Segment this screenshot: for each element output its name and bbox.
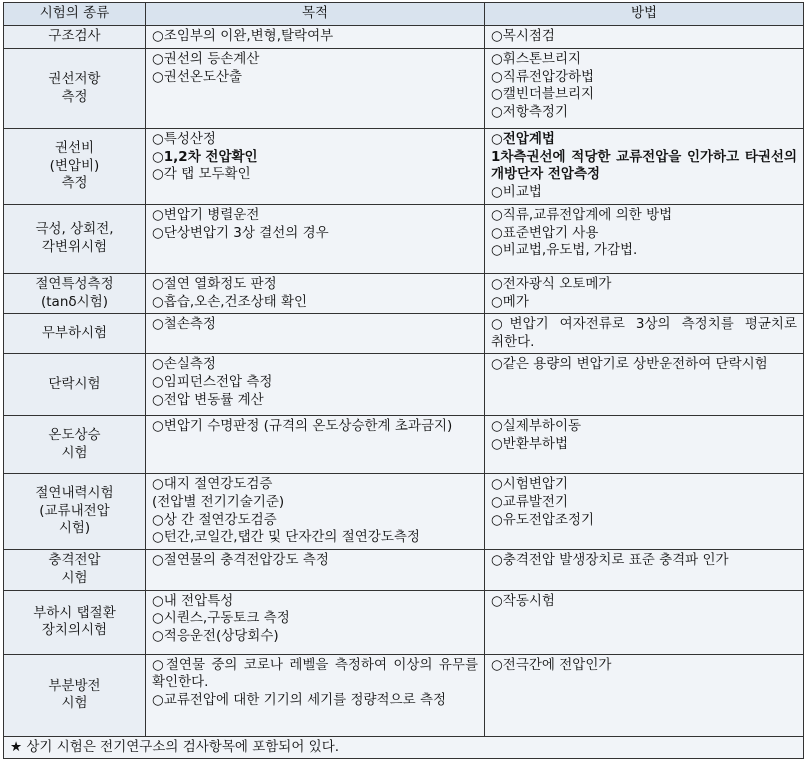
purpose-item: ○철손측정: [152, 316, 216, 333]
purpose-item: ○교류전압에 대한 기기의 세기를 정량적으로 측정: [152, 691, 447, 708]
table-row: [4, 314, 804, 354]
header-purpose: 목적: [146, 3, 485, 26]
test-type-cell: [4, 314, 146, 354]
test-type-cell: [4, 474, 146, 549]
table-row: [4, 474, 804, 549]
purpose-item: ○전압 변동률 계산: [152, 391, 264, 408]
purpose-item: ○절연물의 충격전압강도 측정: [152, 551, 329, 568]
test-type-cell: [4, 205, 146, 274]
purpose-item: ○시퀀스,구동토크 측정: [152, 610, 290, 627]
method-cell: [485, 26, 804, 49]
method-cell: [485, 654, 804, 736]
purpose-cell: [146, 49, 485, 129]
purpose-item: ○권선의 등손계산: [152, 51, 260, 67]
test-type-cell: [4, 129, 146, 205]
purpose-item: ○대지 절연강도검증: [152, 476, 273, 493]
method-item: ○전압계법: [491, 131, 555, 147]
table-row: [4, 654, 804, 736]
test-type-label: 극성, 상회전,: [35, 221, 114, 238]
header-method: 방법: [485, 3, 804, 26]
test-type-label: 측정: [61, 175, 88, 192]
method-cell: [485, 274, 804, 314]
method-item: ○변압기 여자전류로 3상의 측정치를 평균치로 취한다.: [491, 316, 797, 350]
purpose-item: ○단상변압기 3상 결선의 경우: [152, 224, 329, 241]
method-item: ○저항측정기: [491, 103, 568, 120]
method-cell: [485, 590, 804, 654]
test-type-label: 단락시험: [48, 376, 101, 393]
purpose-cell: [146, 205, 485, 274]
table-row: [4, 129, 804, 205]
method-item: ○같은 용량의 변압기로 상반운전하여 단락시험: [491, 356, 768, 373]
method-item: ○메가: [491, 293, 529, 310]
purpose-item: ○손실측정: [152, 356, 216, 373]
method-item: ○충격전압 발생장치로 표준 충격파 인가: [491, 551, 729, 568]
method-cell: [485, 416, 804, 474]
test-type-label: 절연특성측정: [35, 276, 114, 292]
test-type-label: 절연내력시험: [35, 485, 114, 502]
footer-row: [4, 736, 804, 759]
test-type-label: 권선저항: [48, 70, 101, 87]
method-cell: [485, 354, 804, 416]
method-cell: [485, 549, 804, 590]
test-type-label: 무부하시험: [41, 324, 108, 341]
method-item: 1차측권선에 적당한 교류전압을 인가하고 타권선의 개방단자 전압측정: [491, 148, 797, 183]
test-type-cell: [4, 654, 146, 736]
method-cell: [485, 49, 804, 129]
purpose-cell: [146, 314, 485, 354]
table-row: [4, 416, 804, 474]
header-test-type: 시험의 종류: [4, 3, 146, 26]
method-item: ○직류전압강하법: [491, 68, 595, 85]
table-row: [4, 274, 804, 314]
purpose-item: ○절연 열화정도 판정: [152, 276, 277, 292]
table-row: [4, 590, 804, 654]
method-item: ○비교법: [491, 183, 542, 200]
method-item: ○실제부하이동: [491, 418, 582, 435]
test-type-label: 구조검사: [48, 28, 101, 45]
purpose-item: ○턴간,코일간,탭간 및 단자간의 절연강도측정: [152, 529, 420, 546]
method-item: ○전극간에 전압인가: [491, 656, 612, 673]
test-type-cell: [4, 26, 146, 49]
test-type-label: 장치의시험: [41, 622, 108, 639]
test-type-label: 시험): [58, 520, 91, 537]
method-item: ○휘스톤브리지: [491, 51, 582, 67]
footer-note: ★ 상기 시험은 전기연구소의 검사항목에 포함되어 있다.: [4, 736, 804, 759]
test-type-cell: [4, 416, 146, 474]
table-row: [4, 354, 804, 416]
purpose-item: ○적응운전(상당회수): [152, 627, 279, 644]
method-item: ○표준변압기 사용: [491, 224, 599, 241]
test-type-label: 권선비: [54, 140, 95, 157]
purpose-item: ○각 탭 모두확인: [152, 166, 251, 183]
method-item: ○작동시험: [491, 592, 555, 609]
method-item: ○목시점검: [491, 28, 555, 44]
method-item: ○시험변압기: [491, 476, 568, 493]
test-type-label: 각변위시험: [41, 239, 108, 255]
method-item: ○교류발전기: [491, 493, 568, 510]
test-types-table: [3, 2, 804, 759]
test-type-cell: [4, 590, 146, 654]
method-item: ○전자광식 오토메가: [491, 276, 612, 292]
method-cell: [485, 474, 804, 549]
table-row: [4, 205, 804, 274]
purpose-cell: [146, 590, 485, 654]
header-row: [4, 3, 804, 26]
method-cell: [485, 205, 804, 274]
test-type-cell: [4, 274, 146, 314]
table-row: [4, 49, 804, 129]
test-type-label: 측정: [61, 88, 88, 105]
test-type-label: 부하시 탭절환: [33, 604, 116, 621]
method-cell: [485, 314, 804, 354]
method-cell: [485, 129, 804, 205]
purpose-item: ○변압기 병렬운전: [152, 207, 260, 223]
test-type-cell: [4, 49, 146, 129]
test-type-label: 시험: [61, 695, 88, 712]
purpose-cell: [146, 654, 485, 736]
purpose-cell: [146, 549, 485, 590]
purpose-item: ○내 전압특성: [152, 592, 234, 609]
table-row: [4, 26, 804, 49]
purpose-item: ○임피던스전압 측정: [152, 373, 273, 390]
purpose-item: ○1,2차 전압확인: [152, 148, 258, 165]
purpose-cell: [146, 474, 485, 549]
table-row: [4, 549, 804, 590]
purpose-item: ○절연물 중의 코로나 레벨을 측정하여 이상의 유무를 확인한다.: [152, 656, 478, 691]
test-type-label: (교류내전압: [39, 502, 110, 519]
method-item: ○비교법,유도법, 가감법.: [491, 242, 638, 259]
purpose-cell: [146, 26, 485, 49]
purpose-cell: [146, 416, 485, 474]
purpose-cell: [146, 274, 485, 314]
test-type-label: 온도상승: [48, 427, 101, 444]
test-type-label: (변압비): [49, 157, 100, 174]
test-type-label: 부분방전: [48, 677, 101, 694]
purpose-cell: [146, 354, 485, 416]
purpose-item: (전압별 전기기술기준): [152, 493, 285, 510]
test-type-label: (tanδ시험): [41, 293, 108, 310]
purpose-item: ○상 간 절연강도검증: [152, 511, 277, 528]
purpose-item: ○특성산정: [152, 131, 216, 147]
method-item: ○반환부하법: [491, 435, 568, 452]
test-type-label: 시험: [61, 444, 88, 461]
test-type-label: 시험: [61, 569, 88, 586]
test-type-cell: [4, 549, 146, 590]
test-type-label: 충격전압: [48, 552, 101, 569]
test-type-cell: [4, 354, 146, 416]
purpose-item: ○흡습,오손,건조상태 확인: [152, 293, 308, 310]
purpose-item: ○변압기 수명판정 (규격의 온도상승한계 초과금지): [152, 418, 453, 435]
purpose-item: ○권선온도산출: [152, 68, 243, 85]
method-item: ○유도전압조정기: [491, 511, 595, 528]
purpose-cell: [146, 129, 485, 205]
purpose-item: ○조임부의 이완,변형,탈락여부: [152, 28, 334, 44]
method-item: ○직류,교류전압계에 의한 방법: [491, 207, 673, 223]
method-item: ○캘빈더블브리지: [491, 86, 595, 103]
